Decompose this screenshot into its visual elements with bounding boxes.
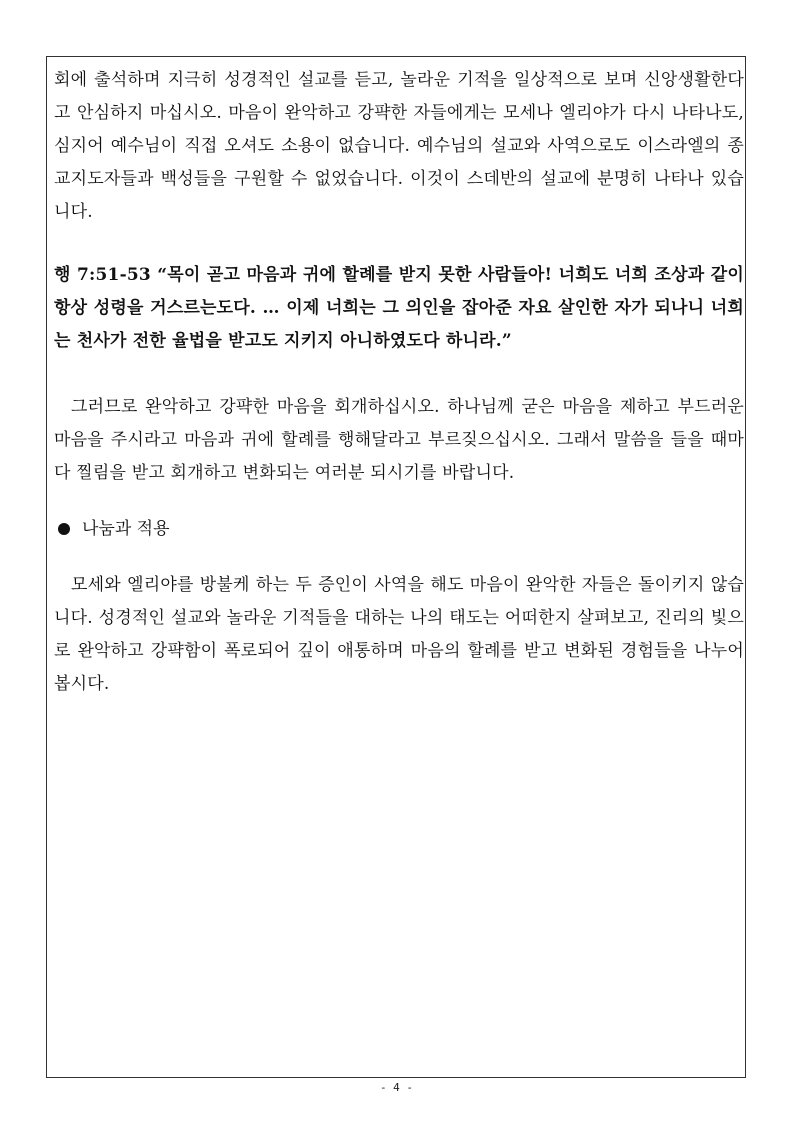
scripture-quote: 행 7:51-53 “목이 곧고 마음과 귀에 할례를 받지 못한 사람들아! 너희도 너희 조상과 같이 항상 성령을 거스르는도다. … 이제 너희는 그 의인을 잡아준 자요 살인한 자가 되나니 너희는 천사가 전한 율법을 받고도 지키지 아니하였도다 하니라.” (54, 265, 744, 351)
section-heading-text: 나눔과 적용 (82, 519, 170, 539)
section-heading (54, 515, 744, 543)
body-paragraph-2: 그러므로 완악하고 강퍅한 마음을 회개하십시오. 하나님께 굳은 마음을 제하고 부드러운 마음을 주시라고 마음과 귀에 할례를 행해달라고 부르짖으십시오. 그래서 말씀을 들을 때마다 찔림을 받고 회개하고 변화되는 여러분 되시기를 바랍니다. (54, 397, 744, 483)
body-paragraph-1: 회에 출석하며 지극히 성경적인 설교를 듣고, 놀라운 기적을 일상적으로 보며 신앙생활한다고 안심하지 마십시오. 마음이 완악하고 강퍅한 자들에게는 모세나 엘리야가 다시 나타나도, 심지어 예수님이 직접 오셔도 소용이 없습니다. 예수님의 설교와 사역으로도 이스라엘의 종교지도자들과 백성들을 구원할 수 없었습니다. 이것이 스데반의 설교에 분명히 나타나 있습니다. (54, 70, 744, 222)
page-number: - 4 - (379, 1081, 414, 1094)
bullet-icon (58, 523, 70, 535)
body-paragraph-3: 모세와 엘리야를 방불케 하는 두 증인이 사역을 해도 마음이 완악한 자들은 돌이키지 않습니다. 성경적인 설교와 놀라운 기적들을 대하는 나의 태도는 어떠한지 살펴보고, 진리의 빛으로 완악하고 강퍅함이 폭로되어 깊이 애통하며 마음의 할례를 받고 변화된 경험들을 나누어 봅시다. (54, 575, 744, 694)
page-content (54, 64, 744, 701)
